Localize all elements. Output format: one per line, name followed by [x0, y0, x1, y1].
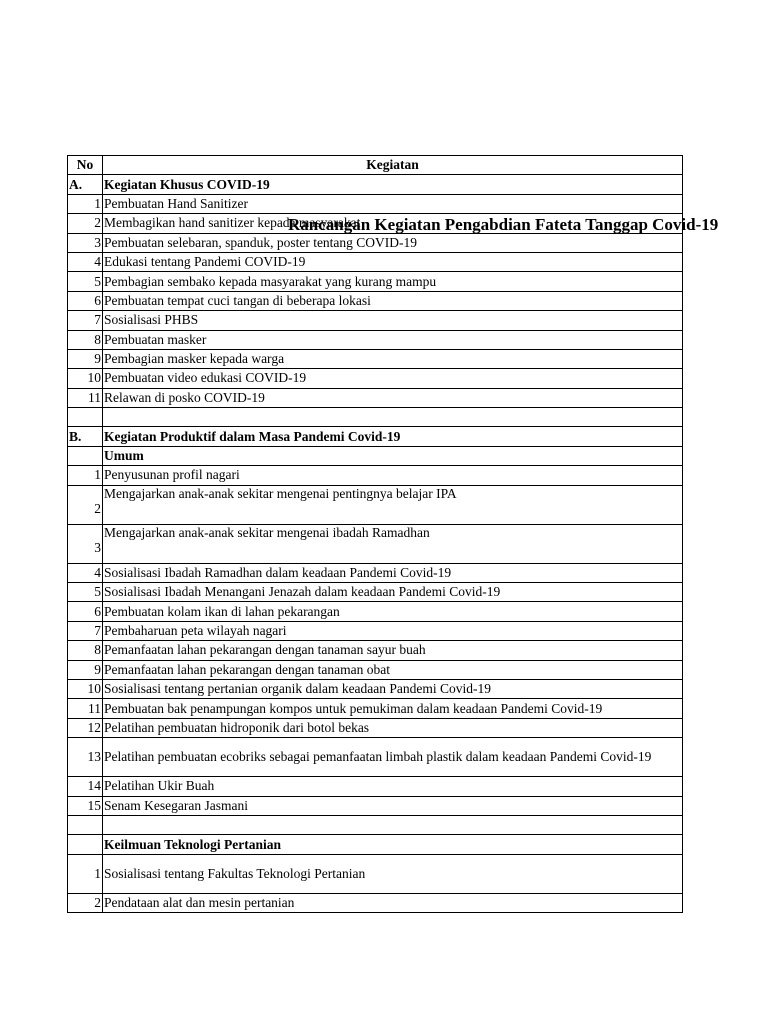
section-title: Kegiatan Khusus COVID-19 — [103, 175, 683, 194]
table-row — [68, 699, 683, 718]
table-row — [68, 330, 683, 349]
row-activity: Pembagian sembako kepada masyarakat yang kurang mampu — [103, 272, 683, 291]
row-activity: Pembuatan video edukasi COVID-19 — [103, 369, 683, 388]
table-row — [68, 718, 683, 737]
row-activity: Sosialisasi tentang Fakultas Teknologi Pertanian — [103, 854, 683, 893]
table-row — [68, 524, 683, 563]
section-label: A. — [68, 175, 103, 194]
row-activity: Pemanfaatan lahan pekarangan dengan tanaman sayur buah — [103, 641, 683, 660]
row-activity: Sosialisasi PHBS — [103, 311, 683, 330]
row-number: 6 — [68, 602, 103, 621]
table-row — [68, 621, 683, 640]
table-row — [68, 485, 683, 524]
table-row — [68, 563, 683, 582]
empty-cell — [103, 408, 683, 427]
row-number: 10 — [68, 369, 103, 388]
table-row — [68, 602, 683, 621]
section-row-b — [68, 427, 683, 446]
row-activity: Pendataan alat dan mesin pertanian — [103, 893, 683, 912]
empty-cell — [103, 815, 683, 834]
row-activity: Pemanfaatan lahan pekarangan dengan tanaman obat — [103, 660, 683, 679]
row-number: 4 — [68, 252, 103, 271]
table-row — [68, 777, 683, 796]
row-activity: Penyusunan profil nagari — [103, 466, 683, 485]
row-activity: Edukasi tentang Pandemi COVID-19 — [103, 252, 683, 271]
row-number: 10 — [68, 679, 103, 698]
table-row — [68, 291, 683, 310]
table-row — [68, 738, 683, 777]
subheader-row-umum — [68, 446, 683, 465]
row-number: 1 — [68, 466, 103, 485]
table-header-row — [68, 156, 683, 175]
row-activity: Sosialisasi Ibadah Ramadhan dalam keadaan Pandemi Covid-19 — [103, 563, 683, 582]
row-number: 9 — [68, 660, 103, 679]
table-row — [68, 641, 683, 660]
table-row — [68, 272, 683, 291]
empty-row — [68, 408, 683, 427]
table-row — [68, 388, 683, 407]
row-activity: Mengajarkan anak-anak sekitar mengenai pentingnya belajar IPA — [103, 485, 683, 524]
row-number: 4 — [68, 563, 103, 582]
column-header-activity: Kegiatan — [103, 156, 683, 175]
row-number: 7 — [68, 621, 103, 640]
table-row — [68, 252, 683, 271]
row-activity: Sosialisasi tentang pertanian organik dalam keadaan Pandemi Covid-19 — [103, 679, 683, 698]
row-activity: Pembuatan tempat cuci tangan di beberapa lokasi — [103, 291, 683, 310]
table-row — [68, 214, 683, 233]
row-number: 5 — [68, 583, 103, 602]
row-activity: Pembuatan kolam ikan di lahan pekarangan — [103, 602, 683, 621]
column-header-no: No — [68, 156, 103, 175]
table-row — [68, 369, 683, 388]
empty-cell — [68, 408, 103, 427]
row-activity: Pelatihan Ukir Buah — [103, 777, 683, 796]
row-activity: Pembuatan bak penampungan kompos untuk pemukiman dalam keadaan Pandemi Covid-19 — [103, 699, 683, 718]
row-activity: Pembuatan selebaran, spanduk, poster tentang COVID-19 — [103, 233, 683, 252]
row-number: 13 — [68, 738, 103, 777]
table-row — [68, 233, 683, 252]
table-row — [68, 854, 683, 893]
row-number: 14 — [68, 777, 103, 796]
row-number: 9 — [68, 349, 103, 368]
row-activity: Pembuatan masker — [103, 330, 683, 349]
section-label: B. — [68, 427, 103, 446]
row-number: 11 — [68, 388, 103, 407]
row-activity: Pelatihan pembuatan ecobriks sebagai pemanfaatan limbah plastik dalam keadaan Pandemi Covid-19 — [103, 738, 683, 777]
row-activity: Pembuatan Hand Sanitizer — [103, 194, 683, 213]
table-row — [68, 311, 683, 330]
document-title: Rancangan Kegiatan Pengabdian Fateta Tanggap Covid-19 — [288, 215, 719, 234]
row-activity: Relawan di posko COVID-19 — [103, 388, 683, 407]
table-row — [68, 796, 683, 815]
subheader-title: Umum — [103, 446, 683, 465]
section-title: Kegiatan Produktif dalam Masa Pandemi Covid-19 — [103, 427, 683, 446]
row-activity: Mengajarkan anak-anak sekitar mengenai ibadah Ramadhan — [103, 524, 683, 563]
row-number: 12 — [68, 718, 103, 737]
row-number: 3 — [68, 233, 103, 252]
table-row — [68, 349, 683, 368]
table-row — [68, 583, 683, 602]
row-number: 8 — [68, 330, 103, 349]
table-row — [68, 466, 683, 485]
row-activity: Pembaharuan peta wilayah nagari — [103, 621, 683, 640]
row-number: 1 — [68, 194, 103, 213]
section-row-a — [68, 175, 683, 194]
row-number: 8 — [68, 641, 103, 660]
table-row — [68, 679, 683, 698]
row-number: 2 — [68, 893, 103, 912]
empty-row — [68, 815, 683, 834]
row-activity: Membagikan hand sanitizer kepada masyarakat — [103, 214, 683, 233]
row-number: 2 — [68, 485, 103, 524]
table-row — [68, 660, 683, 679]
row-number: 6 — [68, 291, 103, 310]
subheader-row-keilmuan — [68, 835, 683, 854]
row-number: 3 — [68, 524, 103, 563]
row-number: 5 — [68, 272, 103, 291]
row-number: 2 — [68, 214, 103, 233]
row-number: 15 — [68, 796, 103, 815]
row-number: 11 — [68, 699, 103, 718]
row-number: 1 — [68, 854, 103, 893]
row-number: 7 — [68, 311, 103, 330]
row-activity: Pelatihan pembuatan hidroponik dari botol bekas — [103, 718, 683, 737]
row-activity: Senam Kesegaran Jasmani — [103, 796, 683, 815]
table-row — [68, 893, 683, 912]
table-row — [68, 194, 683, 213]
row-activity: Pembagian masker kepada warga — [103, 349, 683, 368]
empty-cell — [68, 815, 103, 834]
empty-cell — [68, 446, 103, 465]
activity-table — [67, 155, 683, 913]
empty-cell — [68, 835, 103, 854]
subheader-title: Keilmuan Teknologi Pertanian — [103, 835, 683, 854]
row-activity: Sosialisasi Ibadah Menangani Jenazah dalam keadaan Pandemi Covid-19 — [103, 583, 683, 602]
